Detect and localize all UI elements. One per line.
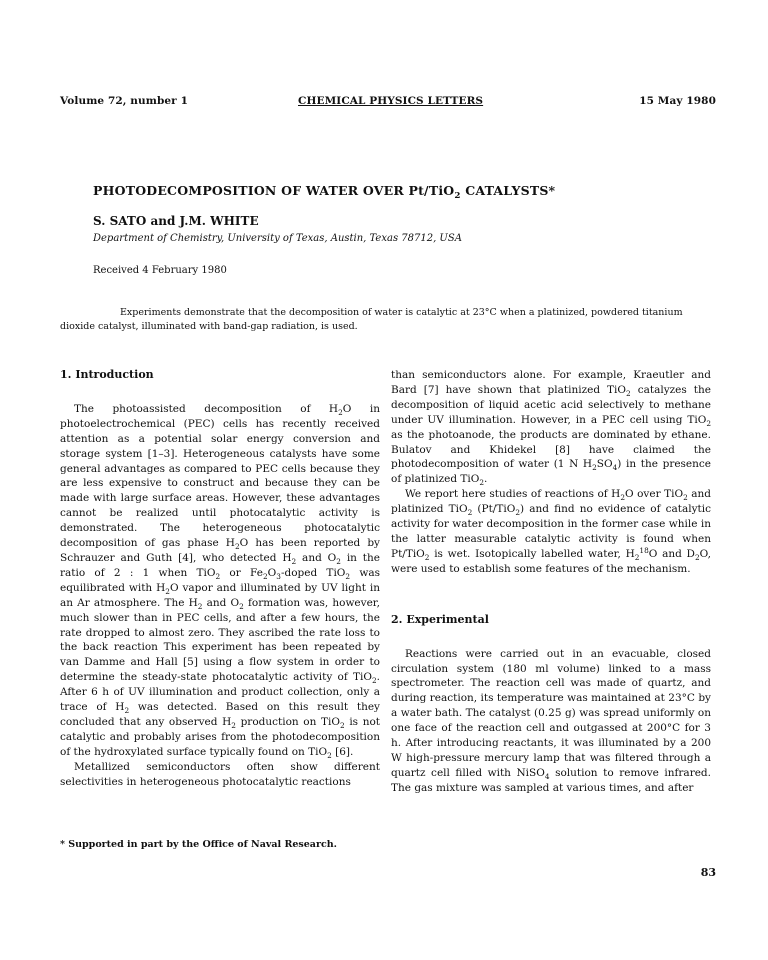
body-paragraph: Reactions were carried out in an evacuable, closed circulation system (180 ml volume) linked to a mass spectrometer. The reaction cell was made of quartz, and during reaction, its temperature was maintained at 23°C by a water bath. The catalyst (0.25 g) was spread uniformly on one face of the reaction cell and outgassed at 200°C for 3 h. After introducing reactants, it was illuminated by a 200 W high-pressure mercury lamp that was filtered through a quartz cell filled with NiSO$_4$ solution to remove infrared. The gas mixture was sampled at various times, and after (391, 647, 711, 794)
header-journal: CHEMICAL PHYSICS LETTERS (298, 95, 484, 107)
abstract: Experiments demonstrate that the decomposition of water is catalytic at 23°C when a platinized, powdered titanium dioxide catalyst, illuminated with band-gap radiation, is used. (60, 307, 683, 332)
footnote: * Supported in part by the Office of Naval Research. (60, 839, 337, 850)
column-left (60, 368, 380, 789)
section-heading-introduction: 1. Introduction (60, 368, 154, 381)
paper-title (93, 183, 556, 201)
title-main: PHOTODECOMPOSITION OF WATER OVER Pt/TiO (93, 183, 455, 198)
authors: S. SATO and J.M. WHITE (93, 214, 259, 228)
received-date: Received 4 February 1980 (93, 265, 227, 276)
body-paragraph: We report here studies of reactions of $H_2O$ over TiO$_2$ and platinized TiO$_2$ (Pt/TiO$_2$) and find no evidence of catalytic activity for water decomposition in the former case while in the latter measurable catalytic activity is found when Pt/TiO$_2$ is wet. Isotopically labelled water, $H_2^{18}O$ and $D_2O$, were used to establish some features of the mechanism. (391, 488, 712, 575)
header-volume: Volume 72, number 1 (60, 95, 188, 107)
section-heading-experimental: 2. Experimental (391, 612, 489, 626)
header-date: 15 May 1980 (639, 95, 716, 107)
page-number: 83 (700, 866, 716, 879)
body-paragraph: than semiconductors alone. For example, Kraeutler and Bard [7] have shown that platinized TiO$_2$ catalyzes the decomposition of liquid acetic acid selectively to methane under UV illumination. However, in a PEC cell using TiO$_2$ as the photoanode, the products are dominated by ethane. Bulatov and Khidekel [8] have claimed the photodecomposition of water (1 N $H_2SO_4$) in the presence of platinized TiO$_2$. (391, 369, 712, 488)
affiliation: Department of Chemistry, University of Texas, Austin, Texas 78712, USA (93, 233, 462, 244)
column-right (391, 368, 711, 796)
title-subscript: 2 (454, 191, 461, 201)
body-paragraph: The photoassisted decomposition of $H_2O$ in photoelectrochemical (PEC) cells has recently received attention as a potential solar energy conversion and storage system [1–3]. Heterogeneous catalysts have some general advantages as compared to PEC cells because they are less expensive to construct and because they can be made with large surface areas. However, these advantages cannot be realized until photocatalytic activity is demonstrated. The heterogeneous photocatalytic decomposition of gas phase $H_2O$ has been reported by Schrauzer and Guth [4], who detected $H_2$ and $O_2$ in the ratio of 2 : 1 when TiO$_2$ or $Fe_2O_3$-doped TiO$_2$ was equilibrated with $H_2O$ vapor and illuminated by UV light in an Ar atmosphere. The $H_2$ and $O_2$ formation was, however, much slower than in PEC cells, and after a few hours, the rate dropped to almost zero. They ascribed the rate loss to the back reaction This experiment has been repeated by van Damme and Hall [5] using a flow system in order to determine the steady-state photocatalytic activity of TiO$_2$. After 6 h of UV illumination and product collection, only a trace of $H_2$ was detected. Based on this result they concluded that any observed $H_2$ production on TiO$_2$ is not catalytic and probably arises from the photodecomposition of the hydroxylated surface typically found on TiO$_2$ [6]. (60, 402, 381, 760)
body-paragraph: Metallized semiconductors often show different selectivities in heterogeneous photocatalytic reactions (60, 760, 380, 788)
title-end: CATALYSTS* (460, 183, 556, 198)
